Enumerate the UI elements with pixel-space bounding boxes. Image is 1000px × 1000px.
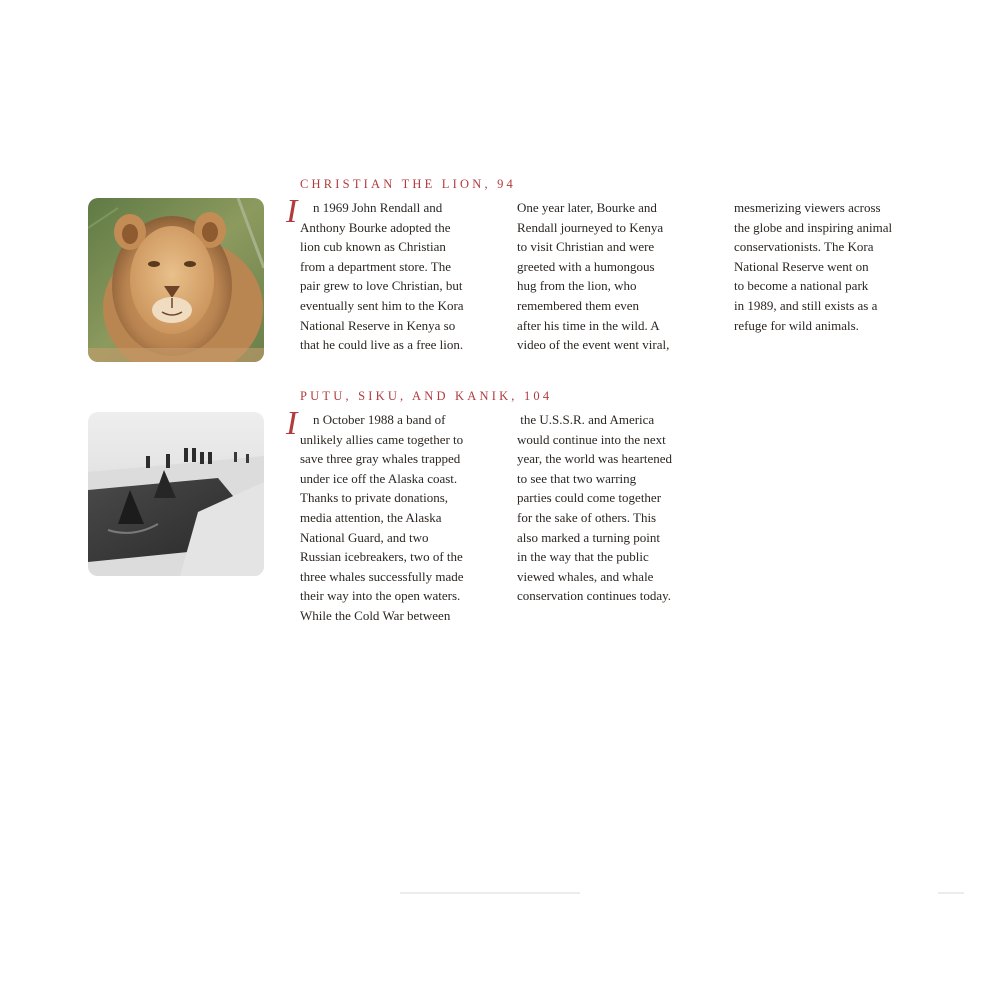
text-line: Rendall journeyed to Kenya: [517, 219, 664, 235]
text-line: conservation continues today.: [517, 588, 672, 604]
text-line: refuge for wild animals.: [734, 317, 859, 333]
text-line: One year later, Bourke and: [517, 200, 657, 215]
text-line: in the way that the public: [517, 549, 649, 565]
text-line: video of the event went viral,: [517, 337, 670, 353]
dropcap-putu-siku-kanik: I: [286, 405, 298, 442]
text-line: their way into the open waters.: [300, 588, 461, 604]
text-line: Thanks to private donations,: [300, 490, 449, 506]
text-line: save three gray whales trapped: [300, 451, 461, 467]
text-line: Russian icebreakers, two of the: [300, 549, 463, 565]
text-column-christian-2: [517, 198, 722, 355]
text-line: viewed whales, and whale: [517, 568, 654, 584]
text-line: three whales successfully made: [300, 568, 464, 584]
text-line: the globe and inspiring animal: [734, 219, 893, 235]
text-column-christian-1: [300, 198, 505, 355]
text-line: n 1969 John Rendall and: [313, 200, 443, 215]
footer-mark-center: [400, 892, 580, 894]
text-line: year, the world was heartened: [517, 451, 673, 467]
text-line: While the Cold War between: [300, 607, 451, 623]
text-line: in 1989, and still exists as a: [734, 297, 878, 313]
text-line: remembered them even: [517, 297, 639, 313]
text-line: for the sake of others. This: [517, 509, 657, 525]
text-line: n October 1988 a band of: [313, 412, 446, 427]
text-line: to visit Christian and were: [517, 239, 655, 255]
text-column-christian-3: [734, 198, 939, 335]
text-line: lion cub known as Christian: [300, 239, 446, 255]
dropcap-christian: I: [286, 193, 298, 230]
text-line: from a department store. The: [300, 258, 452, 274]
lion-photo: [88, 198, 264, 362]
text-line: would continue into the next: [517, 431, 666, 447]
text-line: unlikely allies came together to: [300, 431, 464, 447]
text-line: National Reserve in Kenya so: [300, 317, 456, 333]
text-line: National Guard, and two: [300, 529, 429, 545]
text-line: to see that two warring: [517, 470, 637, 486]
text-line: pair grew to love Christian, but: [300, 278, 463, 294]
text-column-putu-2: [517, 410, 722, 606]
text-line: mesmerizing viewers across: [734, 200, 881, 215]
text-line: hug from the lion, who: [517, 278, 637, 294]
text-line: media attention, the Alaska: [300, 509, 442, 525]
section-title-christian: CHRISTIAN THE LION, 94: [300, 177, 516, 191]
text-line: that he could live as a free lion.: [300, 337, 464, 353]
text-line: also marked a turning point: [517, 529, 660, 545]
text-line: National Reserve went on: [734, 258, 869, 274]
gray-whales-in-ice-photo: [88, 412, 264, 576]
footer-mark-right: [938, 892, 964, 894]
text-line: Anthony Bourke adopted the: [300, 219, 451, 235]
text-line: the U.S.S.R. and America: [517, 412, 655, 427]
section-title-putu-siku-kanik: PUTU, SIKU, AND KANIK, 104: [300, 389, 553, 403]
text-line: parties could come together: [517, 490, 662, 506]
text-line: to become a national park: [734, 278, 869, 294]
text-column-putu-1: [300, 410, 505, 626]
text-line: under ice off the Alaska coast.: [300, 470, 458, 486]
text-line: eventually sent him to the Kora: [300, 297, 464, 313]
text-line: after his time in the wild. A: [517, 317, 660, 333]
text-line: greeted with a humongous: [517, 258, 655, 274]
text-line: conservationists. The Kora: [734, 239, 874, 255]
